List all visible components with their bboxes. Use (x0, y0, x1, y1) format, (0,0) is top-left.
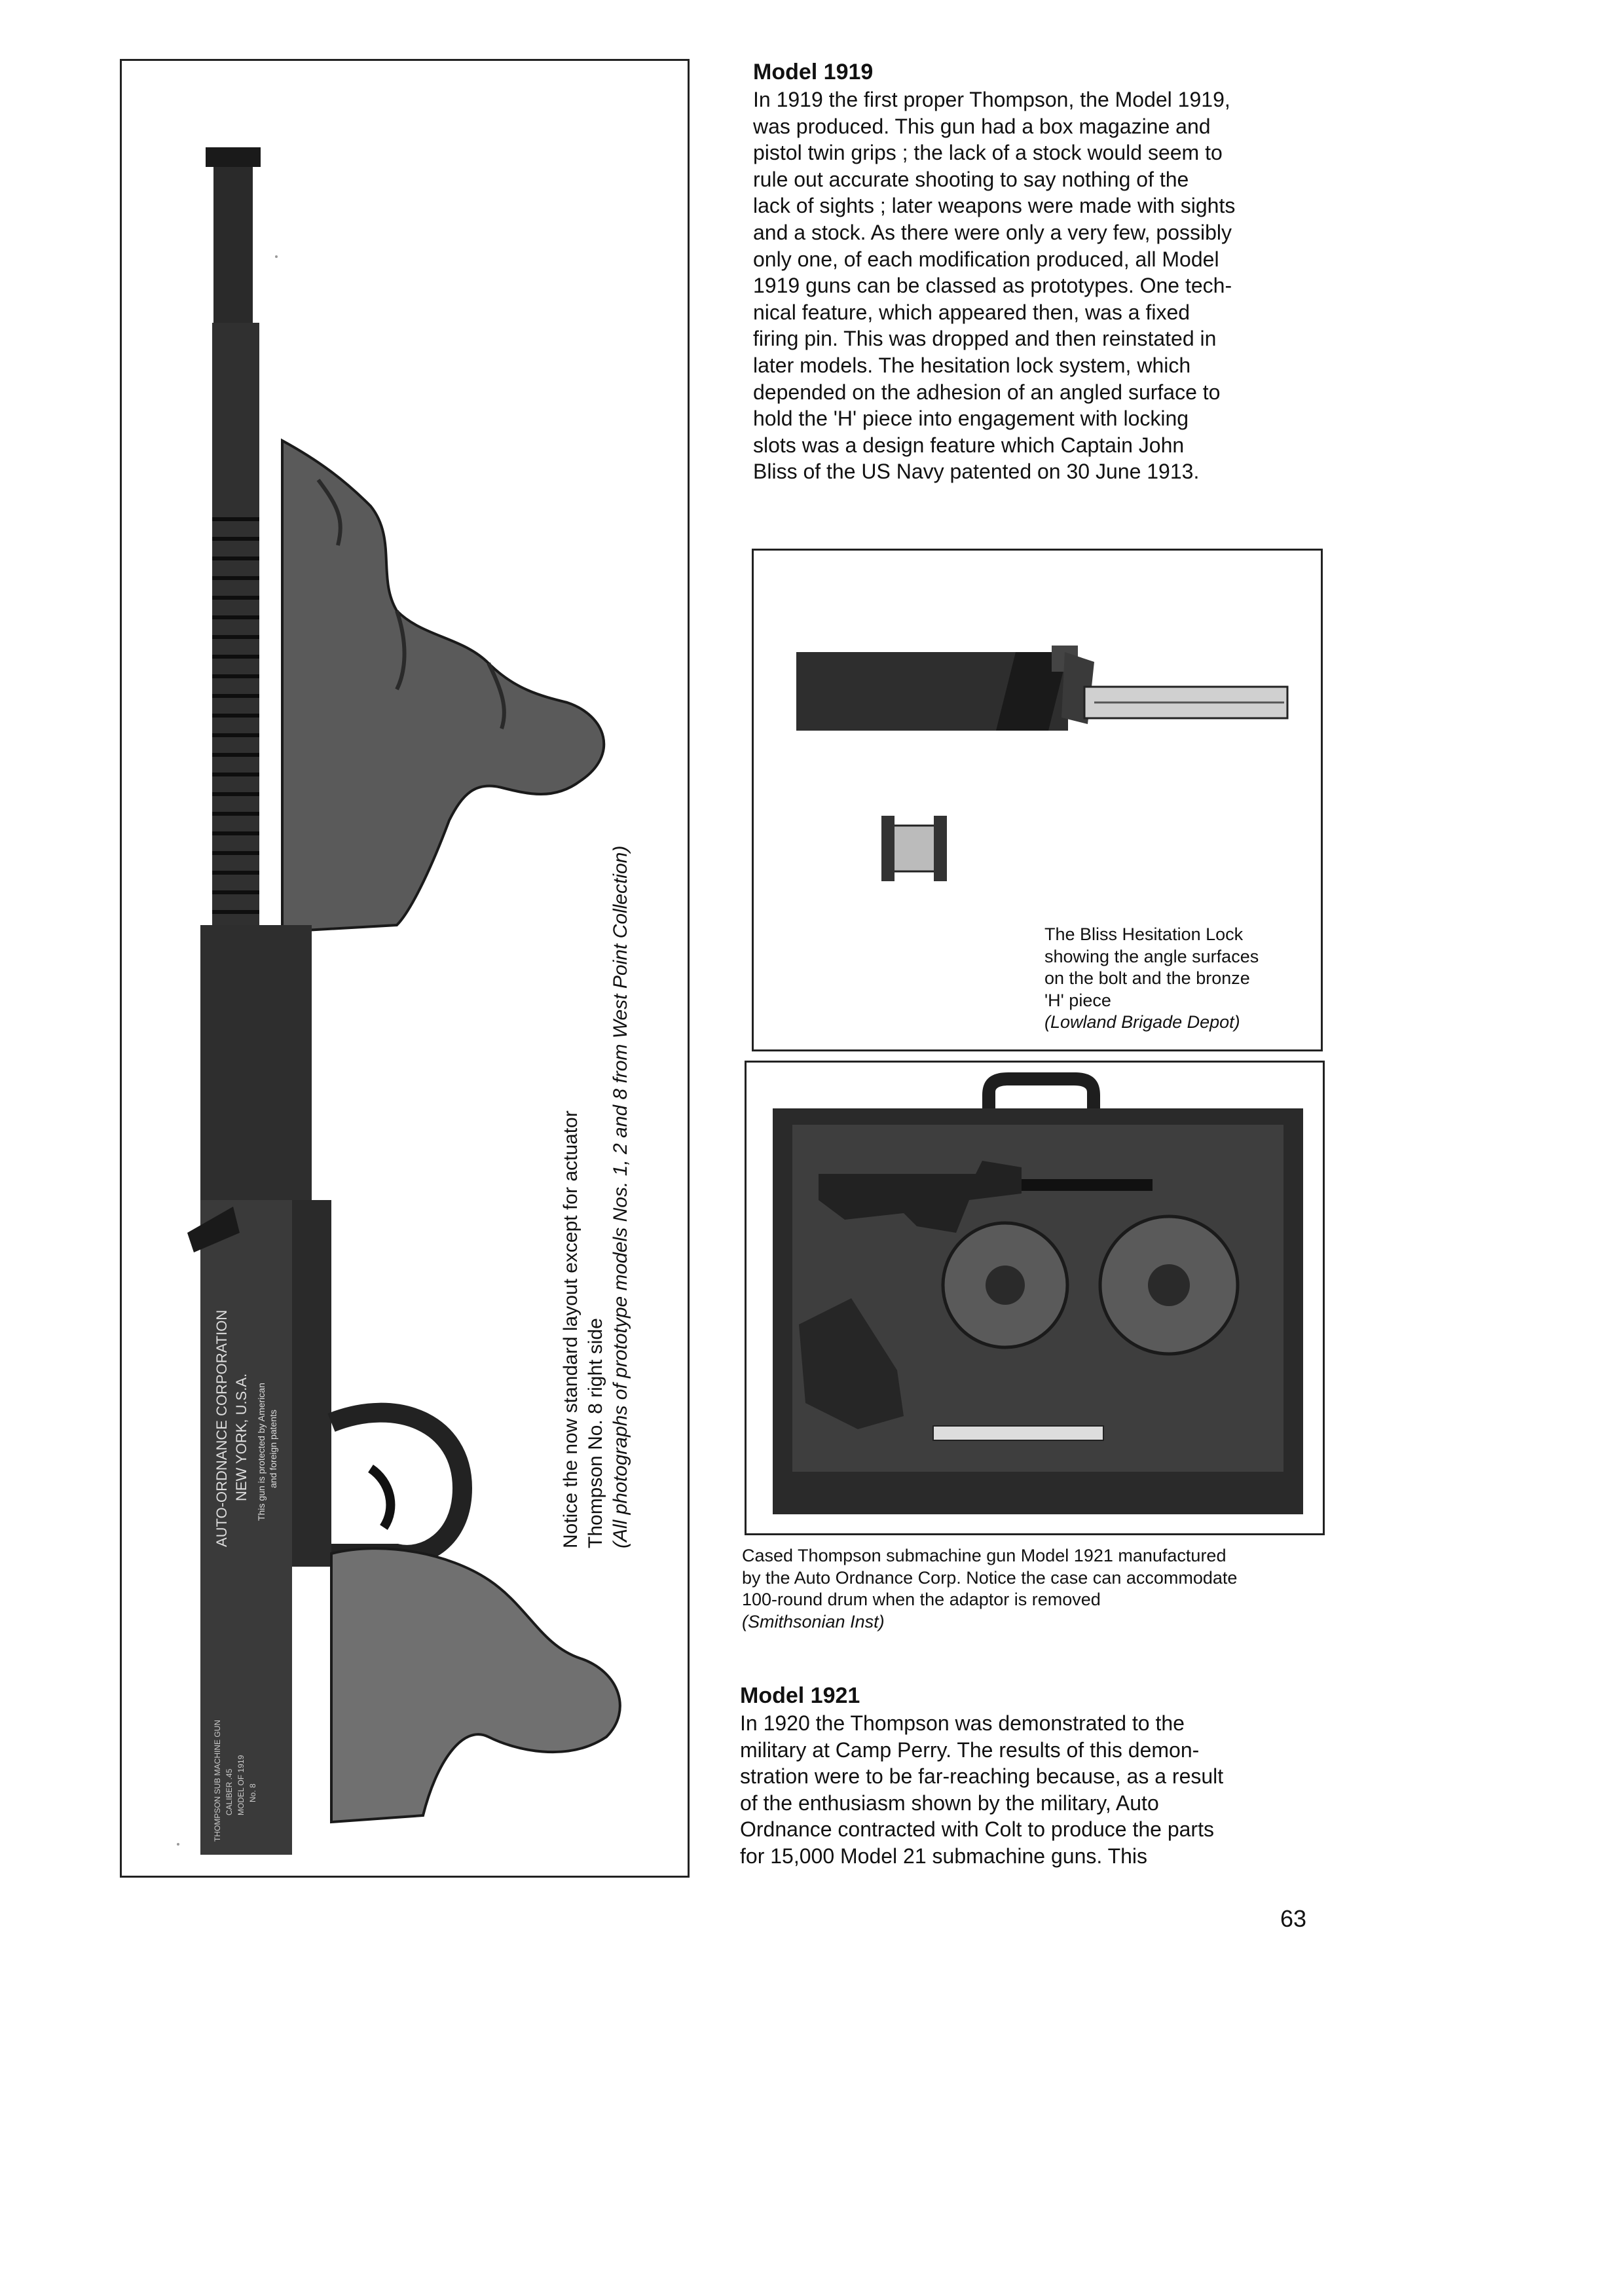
model-1919-line: and a stock. As there were only a very few, possibly (753, 220, 1232, 244)
lock-caption-credit: (Lowland Brigade Depot) (1044, 1012, 1240, 1032)
case-label-plate (933, 1426, 1103, 1440)
model-1919-line: lack of sights ; later weapons were made with sights (753, 194, 1236, 218)
model-1921-section (740, 1683, 1329, 1870)
drum-hub-right (1148, 1264, 1190, 1306)
model-1919-line: hold the 'H' piece into engagement with locking (753, 407, 1189, 431)
main-caption-line-1: Notice the now standard layout except for actuator (560, 1110, 581, 1548)
model-1919-line: 1919 guns can be classed as prototypes. One tech- (753, 274, 1232, 298)
model-1919-section (753, 59, 1336, 485)
model-1921-line: military at Camp Perry. The results of this demon- (740, 1738, 1200, 1762)
model-1919-line: firing pin. This was dropped and then reinstated in (753, 327, 1217, 351)
model-1921-line: stration were to be far-reaching because, as a result (740, 1764, 1224, 1789)
cased-thompson-photo (745, 1061, 1325, 1535)
model-1919-line: depended on the adhesion of an angled surface to (753, 380, 1221, 404)
model-1919-line: pistol twin grips ; the lack of a stock would seem to (753, 141, 1223, 165)
case-caption-line: Cased Thompson submachine gun Model 1921 manufactured (742, 1546, 1227, 1565)
trigger-guard (331, 1413, 462, 1555)
model-1919-line: slots was a design feature which Captain John (753, 433, 1185, 457)
speck (177, 1843, 179, 1846)
model-1919-line: rule out accurate shooting to say nothing of the (753, 167, 1189, 191)
marking-line-3: This gun is protected by American (256, 1383, 267, 1521)
model-1919-line: was produced. This gun had a box magazine and (753, 114, 1211, 138)
h-piece-left-leg (881, 816, 895, 881)
page-number: 63 (1280, 1905, 1307, 1932)
h-piece-right-leg (934, 816, 947, 881)
rear-pistol-grip (331, 1548, 620, 1822)
case-handle (982, 1072, 1100, 1108)
lock-caption-line: showing the angle surfaces (1044, 946, 1259, 966)
model-1919-line: In 1919 the first proper Thompson, the Model 1919, (753, 88, 1230, 111)
case-caption-line: 100-round drum when the adaptor is removed (742, 1590, 1101, 1609)
marking-line-2: NEW YORK, U.S.A. (233, 1373, 249, 1501)
model-1919-heading: Model 1919 (753, 60, 874, 84)
side-marking-1: THOMPSON SUB MACHINE GUN (213, 1719, 222, 1842)
fin-lines (212, 519, 259, 912)
side-marking-4: No. 8 (248, 1783, 257, 1802)
model-1919-line: only one, of each modification produced, all Model (753, 247, 1219, 271)
lock-caption-line: The Bliss Hesitation Lock (1044, 924, 1244, 944)
hesitation-lock-photo (752, 549, 1323, 1051)
model-1921-line: of the enthusiasm shown by the military, Auto (740, 1791, 1159, 1815)
model-1919-line: later models. The hesitation lock system, which (753, 353, 1191, 377)
model-1921-line: Ordnance contracted with Colt to produce the parts (740, 1817, 1214, 1842)
speck (275, 255, 278, 258)
main-photo-caption (559, 786, 633, 1548)
side-marking-2: CALIBER .45 (225, 1768, 234, 1815)
barrel-fins (212, 323, 259, 964)
case-caption-credit: (Smithsonian Inst) (742, 1611, 885, 1631)
receiver-side (292, 1200, 331, 1567)
upper-receiver (200, 925, 312, 1200)
model-1919-line: nical feature, which appeared then, was a fixed (753, 300, 1190, 324)
model-1919-line: Bliss of the US Navy patented on 30 June 1913. (753, 460, 1200, 484)
case-caption-line: by the Auto Ordnance Corp. Notice the case can accommodate (742, 1567, 1238, 1588)
hesitation-lock-caption (1044, 924, 1313, 1034)
trigger (371, 1468, 390, 1527)
model-1921-line: for 15,000 Model 21 submachine guns. This (740, 1844, 1148, 1868)
main-caption-credit: (All photographs of prototype models Nos. 1, 2 and 8 from West Point Collection) (610, 845, 631, 1548)
drum-hub-left (986, 1266, 1025, 1305)
barrel-tip (213, 156, 253, 326)
cased-thompson-illustration (747, 1063, 1325, 1535)
main-caption-line-2: Thompson No. 8 right side (585, 1318, 606, 1548)
front-pistol-grip (282, 441, 604, 932)
model-1921-line: In 1920 the Thompson was demonstrated to the (740, 1711, 1185, 1735)
cased-thompson-caption (742, 1545, 1331, 1633)
model-1921-heading: Model 1921 (740, 1683, 860, 1708)
marking-line-4: and foreign patents (268, 1410, 278, 1488)
marking-line-1: AUTO-ORDNANCE CORPORATION (213, 1309, 230, 1547)
muzzle (206, 147, 261, 167)
lock-caption-line: on the bolt and the bronze (1044, 968, 1250, 988)
gun-barrel-in-case (1022, 1179, 1153, 1191)
side-marking-3: MODEL OF 1919 (236, 1755, 246, 1815)
lock-caption-line: 'H' piece (1044, 990, 1111, 1010)
